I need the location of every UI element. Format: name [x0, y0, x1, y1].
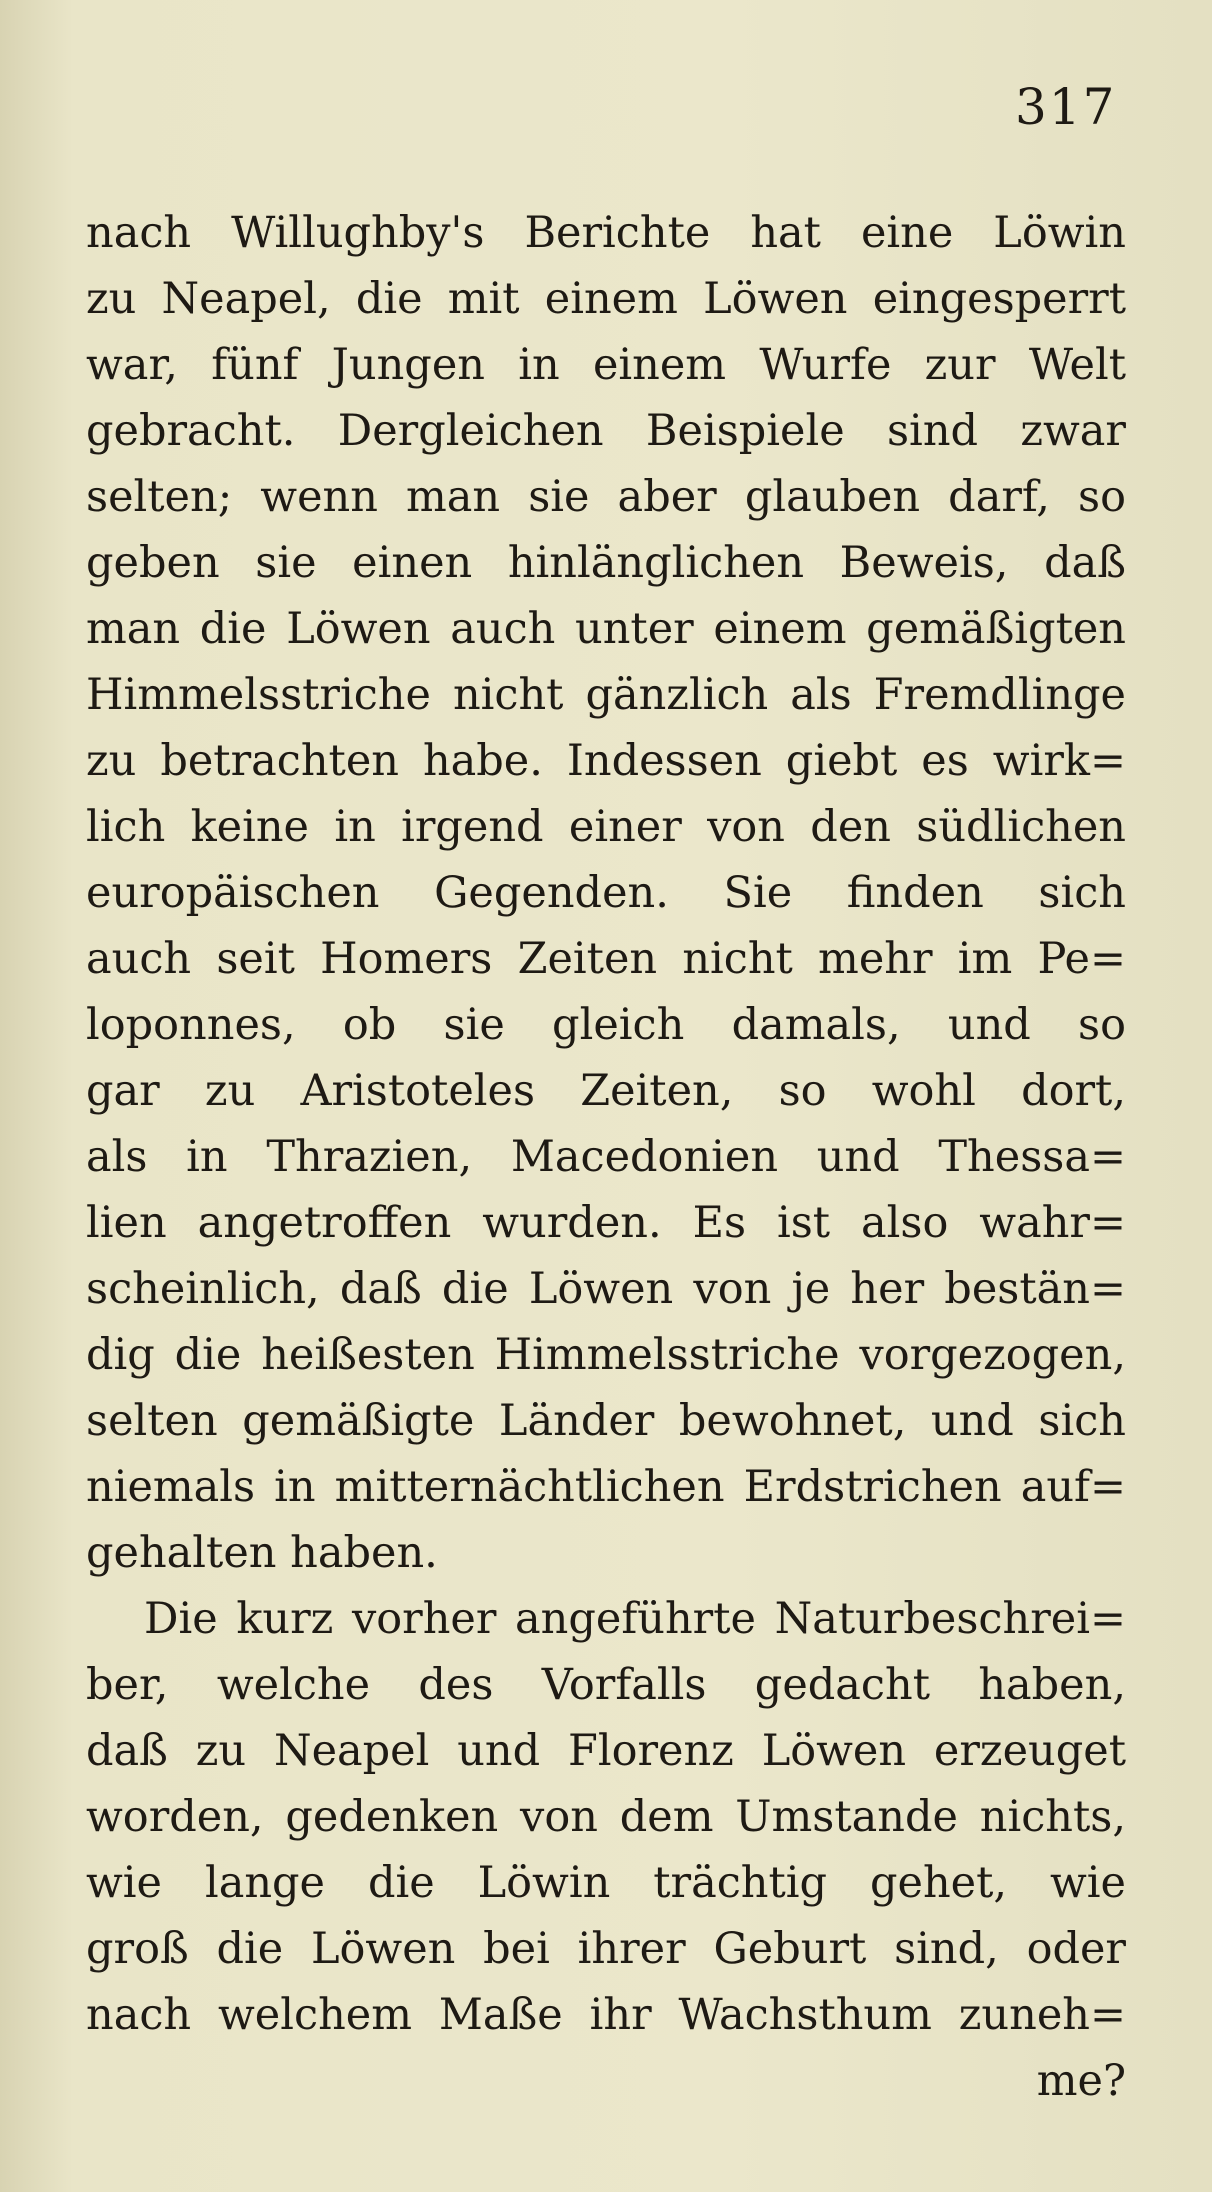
text-line: als in Thrazien, Macedonien und Thessa= — [86, 1132, 1126, 1182]
text-line: nach Willughby's Berichte hat eine Löwin — [86, 208, 1126, 258]
text-line: groß die Löwen bei ihrer Geburt sind, oder — [86, 1924, 1126, 1974]
text-line: auch seit Homers Zeiten nicht mehr im Pe= — [86, 934, 1126, 984]
text-line: lich keine in irgend einer von den südlichen — [86, 802, 1126, 852]
text-line: worden, gedenken von dem Umstande nichts, — [86, 1792, 1126, 1842]
text-line: zu Neapel, die mit einem Löwen eingesperrt — [86, 274, 1126, 324]
text-line: ber, welche des Vorfalls gedacht haben, — [86, 1660, 1126, 1710]
body-text — [86, 200, 1126, 2114]
text-line: Himmelsstriche nicht gänzlich als Fremdlinge — [86, 670, 1126, 720]
text-line: zu betrachten habe. Indessen giebt es wirk= — [86, 736, 1126, 786]
text-line: Die kurz vorher angeführte Naturbeschrei= — [144, 1594, 1126, 1644]
text-line: dig die heißesten Himmelsstriche vorgezogen, — [86, 1330, 1126, 1380]
text-line: loponnes, ob sie gleich damals, und so — [86, 1000, 1126, 1050]
text-line: man die Löwen auch unter einem gemäßigten — [86, 604, 1126, 654]
text-line: gar zu Aristoteles Zeiten, so wohl dort, — [86, 1066, 1126, 1116]
text-line: me? — [1036, 2056, 1126, 2106]
text-line: selten; wenn man sie aber glauben darf, so — [86, 472, 1126, 522]
text-line: scheinlich, daß die Löwen von je her bestän= — [86, 1264, 1126, 1314]
text-line: nach welchem Maße ihr Wachsthum zuneh= — [86, 1990, 1126, 2040]
text-line: war, fünf Jungen in einem Wurfe zur Welt — [86, 340, 1126, 390]
text-line: selten gemäßigte Länder bewohnet, und sich — [86, 1396, 1126, 1446]
text-line: daß zu Neapel und Florenz Löwen erzeuget — [86, 1726, 1126, 1776]
text-line: gehalten haben. — [86, 1528, 438, 1578]
text-line: niemals in mitternächtlichen Erdstrichen auf= — [86, 1462, 1126, 1512]
text-line: wie lange die Löwin trächtig gehet, wie — [86, 1858, 1126, 1908]
page-number: 317 — [1015, 78, 1117, 136]
text-line: geben sie einen hinlänglichen Beweis, daß — [86, 538, 1126, 588]
text-line: gebracht. Dergleichen Beispiele sind zwar — [86, 406, 1126, 456]
text-line: europäischen Gegenden. Sie finden sich — [86, 868, 1126, 918]
text-line: lien angetroffen wurden. Es ist also wahr= — [86, 1198, 1126, 1248]
